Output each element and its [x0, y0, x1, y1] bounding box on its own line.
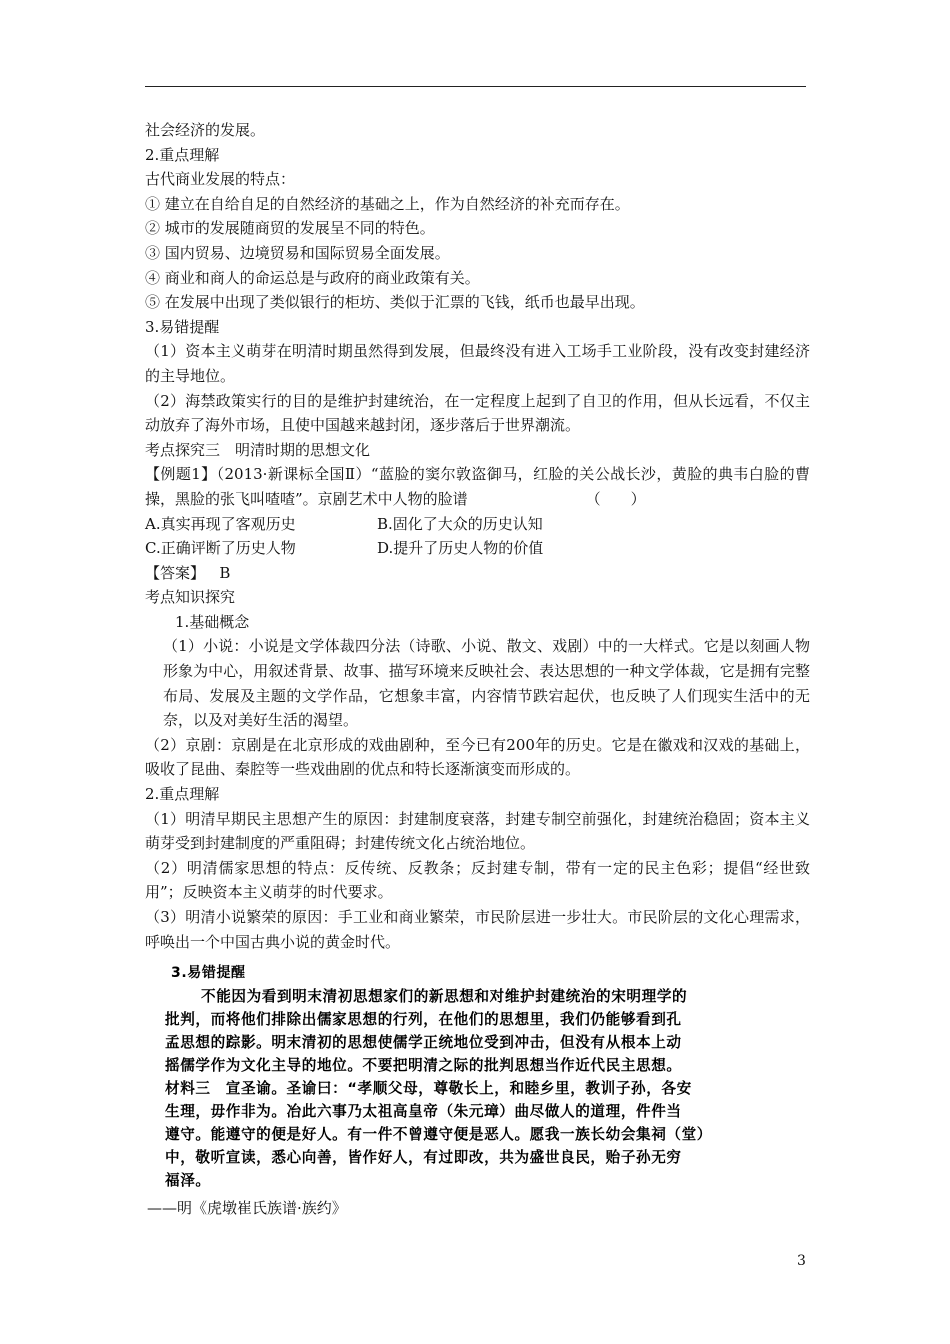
- excerpt-line: 遵守。能遵守的便是好人。有一件不曾遵守便是恶人。愿我一族长幼会集祠（堂）: [165, 1126, 712, 1144]
- example-question: [145, 462, 810, 511]
- options-row-2: [145, 536, 810, 561]
- key-paragraph-3: （3）明清小说繁荣的原因：手工业和商业繁荣，市民阶层进一步壮大。市民阶层的文化心理需求，呼唤出一个中国古典小说的黄金时代。: [145, 908, 810, 951]
- list-item: ① 建立在自给自足的自然经济的基础之上，作为自然经济的补充而存在。: [145, 194, 630, 213]
- option-b: B.固化了大众的历史认知: [377, 514, 543, 533]
- basic-concept-title: 1.基础概念: [175, 612, 250, 631]
- excerpt-line: 不能因为看到明末清初思想家们的新思想和对维护封建统治的宋明理学的: [201, 988, 688, 1006]
- answer-blank: （ ）: [585, 489, 646, 508]
- section-title: 考点探究三 明清时期的思想文化: [145, 440, 371, 459]
- text-line: 古代商业发展的特点：: [145, 170, 296, 189]
- novel-paragraph: （1）小说：小说是文学体裁四分法（诗歌、小说、散文、戏剧）中的一大样式。它是以刻画人物形象为中心，用叙述背景、故事、描写环境来反映社会、表达思想的一种文学体裁，它是拥有完整布局、发展及主题的文学作品，它想象丰富，内容情节跌宕起伏，也反映了人们现实生活中的无奈，以及对美好生活的渴望。: [163, 637, 810, 730]
- answer-label: 【答案】: [145, 563, 206, 582]
- answer-line: [145, 561, 810, 586]
- key-paragraph-1: （1）明清早期民主思想产生的原因：封建制度衰落，封建专制空前强化，封建统治稳固；资本主义萌芽受到封建制度的严重阻碍；封建传统文化占统治地位。: [145, 809, 810, 853]
- option-d: D.提升了历史人物的价值: [377, 539, 544, 558]
- knowledge-title: 考点知识探究: [145, 588, 236, 607]
- attribution: ——明《虎墩崔氏族谱·族约》: [147, 1199, 347, 1218]
- header-rule: [145, 86, 806, 87]
- scanned-excerpt: [145, 962, 810, 1192]
- example-label: 【例题1】: [145, 465, 217, 484]
- list-item: ⑤ 在发展中出现了类似银行的柜坊、类似于汇票的飞钱，纸币也最早出现。: [145, 293, 645, 312]
- error-paragraph-2: （2）海禁政策实行的目的是维护封建统治，在一定程度上起到了自卫的作用，但从长远看，不仅主动放弃了海外市场，且使中国越来越封闭，逐步落后于世界潮流。: [145, 391, 810, 435]
- excerpt-line: 生理，毋作非为。冶此六事乃太祖高皇帝（朱元璋）曲尽做人的道理，件件当: [165, 1103, 682, 1121]
- page-content: [145, 118, 810, 1221]
- excerpt-line: 孟思想的踪影。明末清初的思想使儒学正统地位受到冲击，但没有从根本上动: [165, 1034, 682, 1052]
- list-item: ③ 国内贸易、边境贸易和国际贸易全面发展。: [145, 243, 450, 262]
- answer-value: B: [219, 563, 231, 582]
- excerpt-line: 福泽。: [165, 1172, 211, 1190]
- excerpt-line: 摇儒学作为文化主导的地位。不要把明清之际的批判思想当作近代民主思想。: [165, 1057, 682, 1075]
- excerpt-line: 材料三 宣圣谕。圣谕曰：“孝顺父母，尊敬长上，和睦乡里，教训子孙，各安: [165, 1080, 692, 1098]
- section-heading: 3.易错提醒: [145, 317, 220, 336]
- error-paragraph-1: （1）资本主义萌芽在明清时期虽然得到发展，但最终没有进入工场手工业阶段，没有改变封建经济的主导地位。: [145, 342, 810, 385]
- list-item: ② 城市的发展随商贸的发展呈不同的特色。: [145, 219, 435, 238]
- example-text: （2013·新课标全国Ⅱ）“蓝脸的窦尔敦盗御马，红脸的关公战长沙，黄脸的典韦白脸的曹操，黑脸的张飞叫喳喳”。京剧艺术中人物的脸谱: [145, 465, 811, 508]
- list-item: ④ 商业和商人的命运总是与政府的商业政策有关。: [145, 268, 480, 287]
- excerpt-line: 中，敬听宣读，悉心向善，皆作好人，有过即改，共为盛世良民，贻子孙无穷: [165, 1149, 682, 1167]
- page-number: 3: [797, 1253, 806, 1269]
- opera-paragraph: （2）京剧：京剧是在北京形成的戏曲剧种，至今已有200年的历史。它是在徽戏和汉戏的基础上，吸收了昆曲、秦腔等一些戏曲剧的优点和特长逐渐演变而形成的。: [145, 735, 810, 779]
- key-paragraph-2: （2）明清儒家思想的特点：反传统、反教条；反封建专制，带有一定的民主色彩；提倡“经世致用”；反映资本主义萌芽的时代要求。: [145, 858, 810, 902]
- key-understanding-title: 2.重点理解: [145, 785, 220, 804]
- section-heading: 2.重点理解: [145, 145, 220, 164]
- options-row-1: [145, 512, 810, 537]
- option-a: A.真实再现了客观历史: [145, 514, 296, 533]
- text-line: 社会经济的发展。: [145, 121, 266, 139]
- option-c: C.正确评断了历史人物: [145, 539, 296, 558]
- excerpt-title: 3.易错提醒: [171, 965, 246, 982]
- excerpt-line: 批判，而将他们排除出儒家思想的行列，在他们的思想里，我们仍能够看到孔: [165, 1011, 682, 1029]
